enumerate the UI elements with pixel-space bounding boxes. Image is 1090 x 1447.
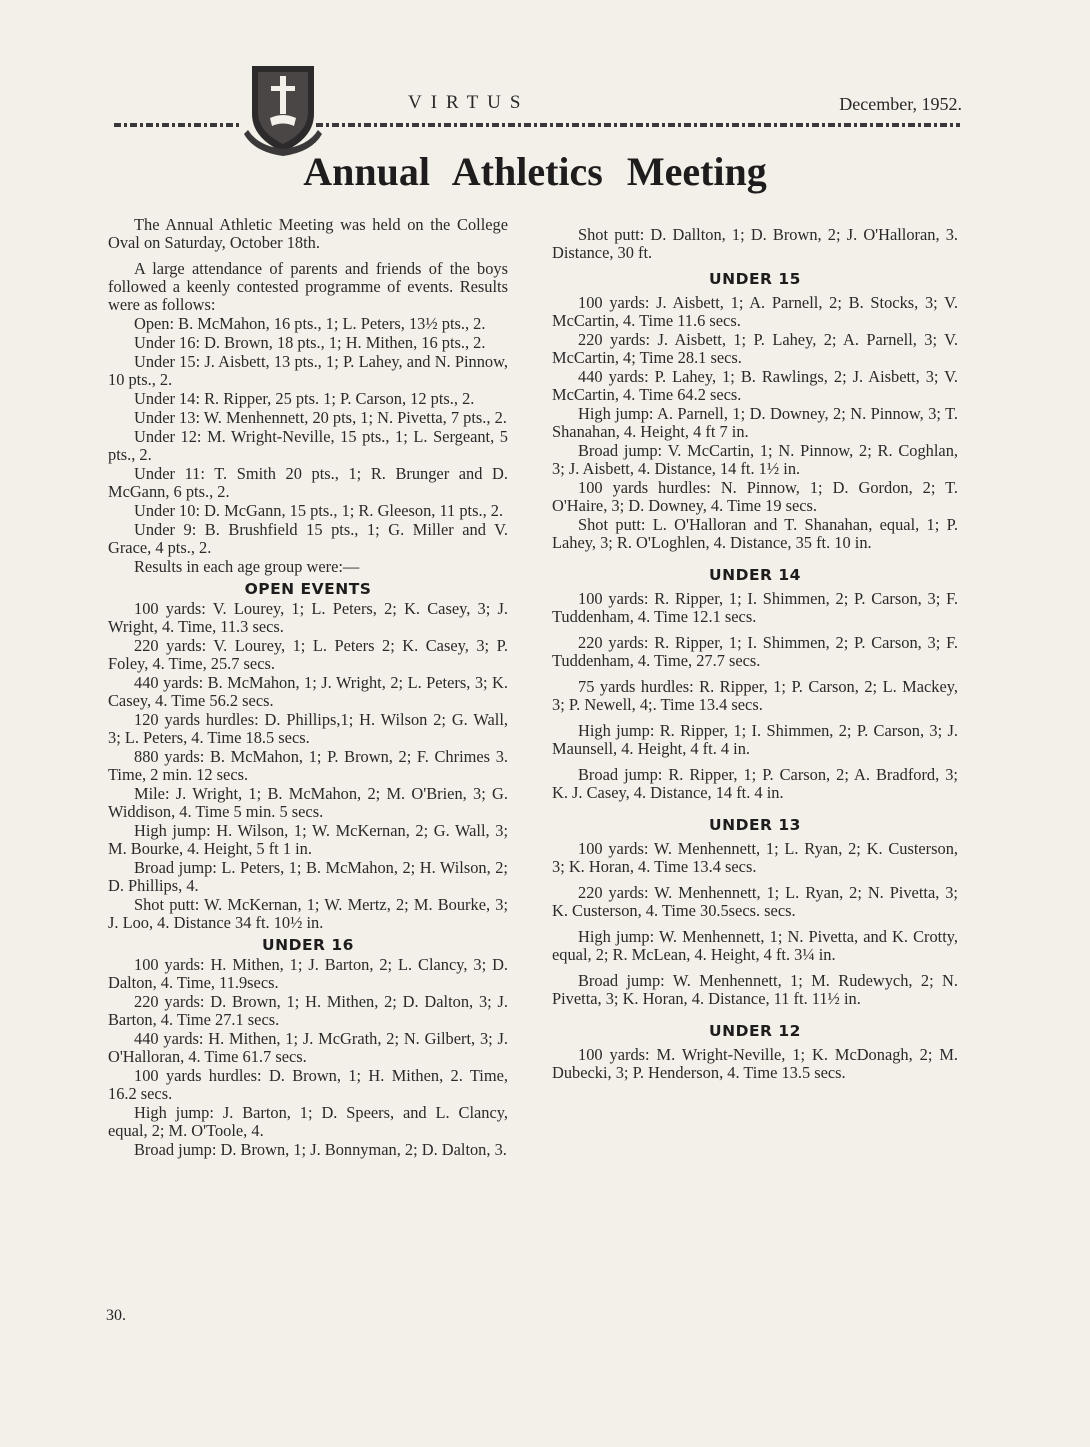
points-summary: Under 11: T. Smith 20 pts., 1; R. Brunger and D. McGann, 6 pts., 2. — [108, 464, 508, 501]
event-result: Mile: J. Wright, 1; B. McMahon, 2; M. O'Brien, 3; G. Widdison, 4. Time 5 min. 5 secs. — [108, 784, 508, 821]
event-result: 220 yards: R. Ripper, 1; I. Shimmen, 2; P. Carson, 3; F. Tuddenham, 4. Time, 27.7 secs. — [552, 633, 958, 670]
event-result: Shot putt: D. Dallton, 1; D. Brown, 2; J. O'Halloran, 3. Distance, 30 ft. — [552, 225, 958, 262]
event-result: High jump: R. Ripper, 1; I. Shimmen, 2; P. Carson, 3; J. Maunsell, 4. Height, 4 ft. 4 in. — [552, 721, 958, 758]
article-title: Annual Athletics Meeting — [303, 149, 767, 194]
event-result: 440 yards: B. McMahon, 1; J. Wright, 2; L. Peters, 3; K. Casey, 4. Time 56.2 secs. — [108, 673, 508, 710]
event-result: Shot putt: W. McKernan, 1; W. Mertz, 2; M. Bourke, 3; J. Loo, 4. Distance 34 ft. 10½ in. — [108, 895, 508, 932]
points-summary: Under 9: B. Brushfield 15 pts., 1; G. Miller and V. Grace, 4 pts., 2. — [108, 520, 508, 557]
event-result: High jump: H. Wilson, 1; W. McKernan, 2; G. Wall, 3; M. Bourke, 4. Height, 5 ft 1 in. — [108, 821, 508, 858]
event-result: 100 yards hurdles: D. Brown, 1; H. Mithen, 2. Time, 16.2 secs. — [108, 1066, 508, 1103]
results-intro: Results in each age group were:— — [134, 557, 360, 576]
event-result: Broad jump: W. Menhennett, 1; M. Rudewych, 2; N. Pivetta, 3; K. Horan, 4. Distance, 11 ft. 11½ in. — [552, 971, 958, 1008]
event-result: Shot putt: L. O'Halloran and T. Shanahan, equal, 1; P. Lahey, 3; R. O'Loghlen, 4. Distance, 35 ft. 10 in. — [552, 515, 958, 552]
event-result: High jump: J. Barton, 1; D. Speers, and L. Clancy, equal, 2; M. O'Toole, 4. — [108, 1103, 508, 1140]
event-result: High jump: W. Menhennett, 1; N. Pivetta, and K. Crotty, equal, 2; R. McLean, 4. Height, 4 ft. 3¼ in. — [552, 927, 958, 964]
event-result: Broad jump: L. Peters, 1; B. McMahon, 2; H. Wilson, 2; D. Phillips, 4. — [108, 858, 508, 895]
header-rule-right — [316, 123, 960, 127]
college-crest-icon — [244, 60, 322, 158]
event-result: 120 yards hurdles: D. Phillips,1; H. Wilson 2; G. Wall, 3; L. Peters, 4. Time 18.5 secs. — [108, 710, 508, 747]
event-result: 440 yards: P. Lahey, 1; B. Rawlings, 2; J. Aisbett, 3; V. McCartin, 4. Time 64.2 secs. — [552, 367, 958, 404]
points-summary: Under 13: W. Menhennett, 20 pts, 1; N. Pivetta, 7 pts., 2. — [134, 408, 507, 427]
event-result: Broad jump: V. McCartin, 1; N. Pinnow, 2; R. Coghlan, 3; J. Aisbett, 4. Distance, 14 ft. 1½ in. — [552, 441, 958, 478]
intro-paragraph: A large attendance of parents and friends of the boys followed a keenly contested programme of events. Results were as follows: — [108, 259, 508, 314]
event-result: 100 yards: R. Ripper, 1; I. Shimmen, 2; P. Carson, 3; F. Tuddenham, 4. Time 12.1 secs. — [552, 589, 958, 626]
points-summary: Under 16: D. Brown, 18 pts., 1; H. Mithen, 16 pts., 2. — [134, 333, 486, 352]
section-heading-under-12: UNDER 12 — [709, 1022, 801, 1040]
event-result: 100 yards: H. Mithen, 1; J. Barton, 2; L. Clancy, 3; D. Dalton, 4. Time, 11.9secs. — [108, 955, 508, 992]
points-summary: Open: B. McMahon, 16 pts., 1; L. Peters, 13½ pts., 2. — [134, 314, 486, 333]
event-result: 440 yards: H. Mithen, 1; J. McGrath, 2; N. Gilbert, 3; J. O'Halloran, 4. Time 61.7 secs. — [108, 1029, 508, 1066]
event-result: Broad jump: R. Ripper, 1; P. Carson, 2; A. Bradford, 3; K. J. Casey, 4. Distance, 14 ft. 4 in. — [552, 765, 958, 802]
event-result: 220 yards: J. Aisbett, 1; P. Lahey, 2; A. Parnell, 3; V. McCartin, 4; Time 28.1 secs. — [552, 330, 958, 367]
event-result: 220 yards: D. Brown, 1; H. Mithen, 2; D. Dalton, 3; J. Barton, 4. Time 27.1 secs. — [108, 992, 508, 1029]
event-result: 100 yards: W. Menhennett, 1; L. Ryan, 2; K. Custerson, 3; K. Horan, 4. Time 13.4 secs. — [552, 839, 958, 876]
page-header — [0, 0, 1090, 160]
event-result: 220 yards: W. Menhennett, 1; L. Ryan, 2; N. Pivetta, 3; K. Custerson, 4. Time 30.5secs. secs. — [552, 883, 958, 920]
left-column — [108, 216, 508, 1160]
event-result: 100 yards: M. Wright-Neville, 1; K. McDonagh, 2; M. Dubecki, 3; P. Henderson, 4. Time 13.5 secs. — [552, 1045, 958, 1082]
event-result: Broad jump: D. Brown, 1; J. Bonnyman, 2; D. Dalton, 3. — [134, 1140, 507, 1159]
section-heading-under-14: UNDER 14 — [709, 566, 801, 584]
points-summary: Under 10: D. McGann, 15 pts., 1; R. Gleeson, 11 pts., 2. — [134, 501, 504, 520]
points-summary: Under 12: M. Wright-Neville, 15 pts., 1; L. Sergeant, 5 pts., 2. — [108, 427, 508, 464]
issue-date: December, 1952. — [839, 94, 962, 114]
event-result: 880 yards: B. McMahon, 1; P. Brown, 2; F. Chrimes 3. Time, 2 min. 12 secs. — [108, 747, 508, 784]
event-result: 100 yards hurdles: N. Pinnow, 1; D. Gordon, 2; T. O'Haire, 3; D. Downey, 4. Time 19 secs. — [552, 478, 958, 515]
event-result: 100 yards: V. Lourey, 1; L. Peters, 2; K. Casey, 3; J. Wright, 4. Time, 11.3 secs. — [108, 599, 508, 636]
event-result: 75 yards hurdles: R. Ripper, 1; P. Carson, 2; L. Mackey, 3; P. Newell, 4;. Time 13.4 secs. — [552, 677, 958, 714]
magazine-name: VIRTUS — [408, 92, 530, 113]
section-heading-under-15: UNDER 15 — [709, 270, 801, 288]
event-result: 220 yards: V. Lourey, 1; L. Peters 2; K. Casey, 3; P. Foley, 4. Time, 25.7 secs. — [108, 636, 508, 673]
right-column — [552, 226, 958, 1083]
section-heading-under-16: UNDER 16 — [262, 936, 354, 954]
event-result: High jump: A. Parnell, 1; D. Downey, 2; N. Pinnow, 3; T. Shanahan, 4. Height, 4 ft 7 in. — [552, 404, 958, 441]
section-heading-under-13: UNDER 13 — [709, 816, 801, 834]
event-result: 100 yards: J. Aisbett, 1; A. Parnell, 2; B. Stocks, 3; V. McCartin, 4. Time 11.6 secs. — [552, 293, 958, 330]
intro-paragraph: The Annual Athletic Meeting was held on the College Oval on Saturday, October 18th. — [108, 215, 508, 252]
header-rule-left — [114, 123, 242, 127]
points-summary: Under 14: R. Ripper, 25 pts. 1; P. Carson, 12 pts., 2. — [134, 389, 475, 408]
page-number: 30. — [106, 1307, 126, 1324]
points-summary: Under 15: J. Aisbett, 13 pts., 1; P. Lahey, and N. Pinnow, 10 pts., 2. — [108, 352, 508, 389]
section-heading-open: OPEN EVENTS — [244, 580, 372, 598]
